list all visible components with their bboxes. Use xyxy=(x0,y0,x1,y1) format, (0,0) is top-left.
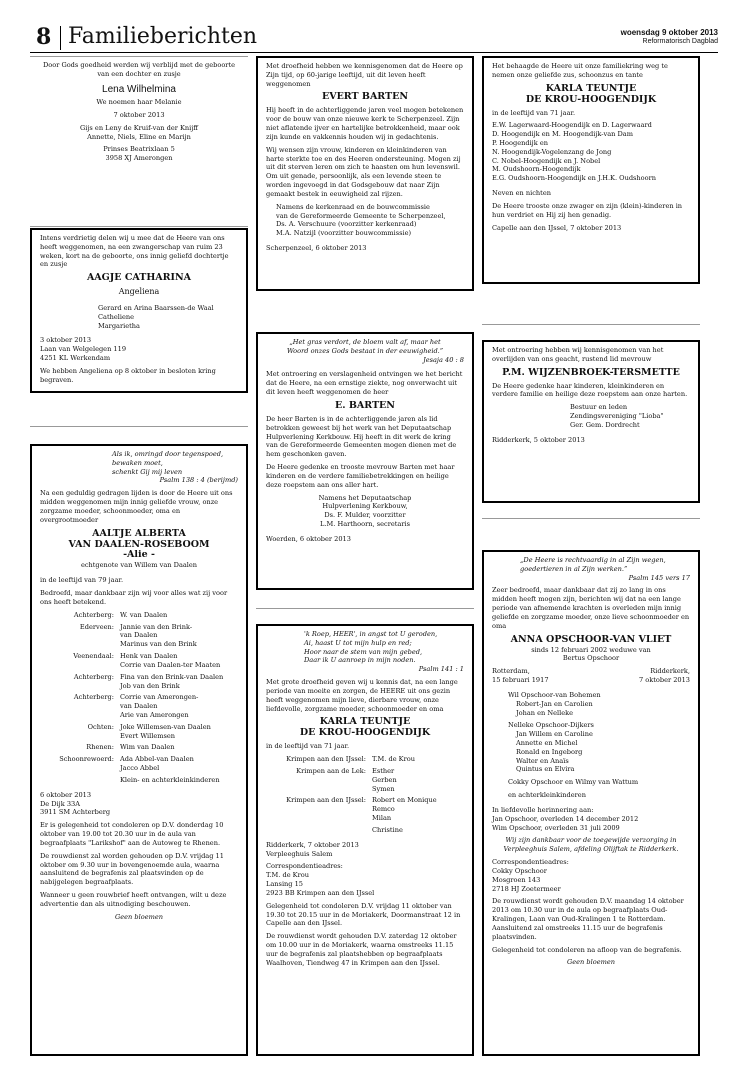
ad-intro: Met ontroering en verslagenheid ontvingen we het bericht dat de Heere, na een ernstige ziekte, nog onverwacht uit dit leven heeft weggenomen de heer xyxy=(266,370,463,397)
quote-line: „De Heere is rechtvaardig in al Zijn wegen, xyxy=(520,556,666,564)
family-line: Gerard en Arina Baarssen-de Waal xyxy=(98,303,214,312)
ad-memorial xyxy=(492,806,690,832)
birth-date: 15 februari 1917 xyxy=(492,676,549,685)
family-name: Henk van Daalen xyxy=(120,652,178,661)
family-name: van Daalen xyxy=(120,631,158,640)
ad-name: ANNA OPSCHOOR-VAN VLIET xyxy=(510,633,672,645)
family-names xyxy=(372,826,464,835)
ad-name: KARLA TEUNTJE xyxy=(545,82,637,94)
ad-intro: Na een geduldig gedragen lijden is door de Heere uit ons midden weggenomen mijn innig geliefde vrouw, onze zorgzame moeder, schoonmoeder, oma en overgrootmoeder xyxy=(40,489,233,524)
ad-subname: Angeliena xyxy=(118,287,160,297)
page-header xyxy=(30,22,718,53)
family-name: Corrie van Daalen-ter Maaten xyxy=(120,660,221,669)
quote-line: Ai, haast U tot mijn hulp en red; xyxy=(304,638,412,647)
family-place: Ederveen: xyxy=(79,622,114,631)
ad-condole: Gelegenheid tot condoleren na afloop van de begrafenis. xyxy=(492,945,682,954)
ad-family xyxy=(266,755,464,835)
signature-line: van de Gereformeerde Gemeente te Scherpenzeel, xyxy=(276,211,446,220)
ad-name-2: DE KROU-HOOGENDIJK xyxy=(299,727,431,739)
ad-text: De Heere gedenke haar kinderen, kleinkinderen en verdere familie en heilige deze roepstem aan onze harten. xyxy=(492,381,688,399)
family-place: Rhenen: xyxy=(86,743,114,752)
quote-line: schenkt Gij mij leven xyxy=(112,467,183,476)
family-row xyxy=(266,826,464,835)
family-row xyxy=(266,767,464,793)
signature-line: Hulpverlening Kerkbouw, xyxy=(322,502,408,511)
ad-place-date: Scherpenzeel, 6 oktober 2013 xyxy=(266,244,367,252)
family-name: Klein- en achterkleinkinderen xyxy=(120,775,220,784)
correspondence-line: Cokky Opschoor xyxy=(492,866,547,875)
family-name: Wim van Daalen xyxy=(120,743,175,752)
ad-postal: 3958 XJ Amerongen xyxy=(105,154,173,163)
ad-name: E. BARTEN xyxy=(335,399,395,411)
ad-address: Prinses Beatrixlaan 5 xyxy=(103,145,175,154)
family-line: Ronald en Ingeborg xyxy=(516,747,583,756)
family-name: Ada Abbel-van Daalen xyxy=(120,755,194,764)
family-line: Walter en Anaïs xyxy=(516,756,569,765)
family-line: E.G. Oudshoorn-Hoogendijk en J.H.K. Oudshoorn xyxy=(492,174,657,183)
family-row xyxy=(266,796,464,822)
ad-burial: De rouwdienst zal worden gehouden op D.V. vrijdag 11 oktober om 9.30 uur in bovengenoemde aula, waarna aansluitend de begrafenis zal plaatsvinden op de nabijgelegen begraafplaats. xyxy=(40,851,224,887)
family-line: Wil Opschoor-van Bohemen xyxy=(508,690,601,699)
ad-condole: Gelegenheid tot condoleren D.V. vrijdag 11 oktober van 19.30 tot 20.15 uur in de Moriakerk, Doormanstraat 12 in Capelle aan den IJssel. xyxy=(266,901,461,928)
family-line: C. Nobel-Hoogendijk en J. Nobel xyxy=(492,156,601,165)
ad-address: Laan van Welgelegen 119 xyxy=(40,345,127,354)
quote-line: „Het gras verdort, de bloem valt af, maar het xyxy=(289,338,441,346)
quote-reference: Psalm 145 vers 17 xyxy=(628,573,690,582)
family-place: Achterberg: xyxy=(73,693,114,702)
correspondence-line: Correspondentieadres: xyxy=(492,858,569,867)
memorial-line: Jan Opschoor, overleden 14 december 2012 xyxy=(492,814,639,823)
quote-reference: Psalm 141 : 1 xyxy=(418,665,464,674)
family-row xyxy=(40,755,238,773)
memorial-line: In liefdevolle herinnering aan: xyxy=(492,805,594,814)
ad-name: P.M. WIJZENBROEK-TERSMETTE xyxy=(502,366,680,378)
ad-burial: De rouwdienst wordt gehouden D.V. maandag 14 oktober 2013 om 10.30 uur in de aula op begraafplaats Oud-Kralingen, Laan van Oud-Kralingen 1 te Rotterdam. Aansluitend zal omstreeks 11.15 uur de begrafenis plaatsvinden. xyxy=(492,897,684,941)
family-name: Jacco Abbel xyxy=(120,764,160,773)
family-name: van Daalen xyxy=(120,702,158,711)
ad-intro: Met droefheid hebben we kennisgenomen dat de Heere op Zijn tijd, op 60-jarige leeftijd, uit dit leven heeft weggenomen xyxy=(266,62,463,88)
family-row xyxy=(40,673,238,691)
family-row xyxy=(40,776,238,785)
ad-intro: Zeer bedroefd, maar dankbaar dat zij zo lang in ons midden heeft mogen zijn, berichten wij dat na een lange periode van afnemende krachten is overleden mijn innig geliefde en zorgzame moeder, onze lieve schoonmoeder en oma xyxy=(492,586,690,630)
family-name: T.M. de Krou xyxy=(372,755,415,764)
family-name: Milan xyxy=(372,814,392,823)
family-line: Cokky Opschoor en Wilmy van Wattum xyxy=(508,778,639,787)
family-names xyxy=(120,776,238,785)
ad-husband: Bertus Opschoor xyxy=(562,654,620,663)
ad-quote xyxy=(266,338,464,364)
page-number: 8 xyxy=(36,24,52,50)
ad-name: Lena Wilhelmina xyxy=(102,83,176,95)
signature-line: M.A. Natzijl (voorzitter bouwcommissie) xyxy=(276,229,412,238)
ad-date: 7 oktober 2013 xyxy=(113,110,165,119)
family-name: W. van Daalen xyxy=(120,610,168,619)
ad-address: Lansing 15 xyxy=(266,880,304,889)
quote-line: 'k Roep, HEER', in angst tot U geroden, xyxy=(304,630,438,638)
ad-dates xyxy=(492,667,690,685)
ad-age: in de leeftijd van 71 jaar. xyxy=(266,742,350,751)
family-name: Job van den Brink xyxy=(120,681,180,690)
family-names xyxy=(120,611,238,620)
ad-postal: 3911 SM Achterberg xyxy=(40,808,111,817)
family-names xyxy=(120,652,238,670)
ad-quote xyxy=(112,450,238,485)
ad-flowers: Geen bloemen xyxy=(114,912,164,921)
quote-line: goedertieren in al Zijn werken.” xyxy=(520,564,628,573)
ad-text: Bedroefd, maar dankbaar zijn wij voor alles wat zij voor ons heeft betekend. xyxy=(40,589,228,606)
ad-quote xyxy=(304,630,464,674)
ad-death-karla-2 xyxy=(482,56,700,284)
ad-signature xyxy=(570,403,690,429)
ad-children: Annette, Niels, Eline en Marijn xyxy=(87,132,191,141)
family-line: D. Hoogendijk en M. Hoogendijk-van Dam xyxy=(492,130,633,139)
quote-line: Als ik, omringd door tegenspoed, xyxy=(112,450,224,458)
ad-intro: Intens verdrietig delen wij u mee dat de Heere van ons heeft weggenomen, na een zwangerschap van ruim 23 weken, kort na de geboorte, ons innig geliefd dochtertje en zusje xyxy=(40,234,229,269)
family-line: E.W. Lagerwaard-Hoogendijk en D. Lagerwaard xyxy=(492,121,652,130)
signature-line: Ds. F. Mulder, voorzitter xyxy=(324,511,406,520)
family-line: Quintus en Elvira xyxy=(516,765,575,774)
newspaper-name: Reformatorisch Dagblad xyxy=(642,38,718,45)
ad-location: Verpleeghuis Salem xyxy=(266,849,333,858)
ad-name-2: VAN DAALEN-ROSEBOOM xyxy=(68,538,210,550)
ad-age: in de leeftijd van 71 jaar. xyxy=(492,108,576,117)
family-row xyxy=(40,743,238,752)
ad-family xyxy=(40,611,238,785)
ad-text-1: De heer Barten is in de achterliggende jaren als lid betrokken geweest bij het werk van het Deputaatschap Hulpverlening Kerkbouw. Hij heeft in dit werk de kring van de Gereformeerde Gemeenten mogen dienen met de hem geschonken gaven. xyxy=(266,414,457,459)
family-row xyxy=(40,652,238,670)
family-line: Robert-Jan en Carolien xyxy=(516,699,593,708)
ad-wish: De Heere trooste onze zwager en zijn (klein)-kinderen in hun verdriet en Hij zij hen genadig. xyxy=(492,201,683,219)
divider xyxy=(482,324,700,325)
family-names xyxy=(120,723,238,741)
family-place: Achterberg: xyxy=(73,610,114,619)
ad-place-date: Ridderkerk, 5 oktober 2013 xyxy=(492,435,585,444)
ad-signature xyxy=(266,494,464,529)
issue-date: woensdag 9 oktober 2013 xyxy=(620,28,718,37)
family-line: Catheliene xyxy=(98,312,135,321)
ad-nephews: Neven en nichten xyxy=(492,189,551,198)
family-name: Jannie van den Brink- xyxy=(120,622,193,631)
family-place xyxy=(266,826,372,835)
ad-thanks: Wij zijn dankbaar voor de toegewijde verzorging in Verpleeghuis Salem, afdeling Olijftak te Ridderkerk. xyxy=(503,836,679,854)
ad-death-evert-1 xyxy=(256,56,474,291)
signature-line: Namens het Deputaatschap xyxy=(318,493,412,502)
family-place: Ochten: xyxy=(87,722,114,731)
ad-intro: Het behaagde de Heere uit onze familiekring weg te nemen onze geliefde zus, schoonzus en tante xyxy=(492,62,668,79)
family-place: Krimpen aan den IJssel: xyxy=(286,796,366,805)
family-line: Annette en Michel xyxy=(516,739,578,747)
ad-address: De Dijk 33A xyxy=(40,799,80,808)
section-title: Familieberichten xyxy=(68,24,258,49)
quote-reference: Psalm 138 : 4 (berijmd) xyxy=(159,476,238,485)
family-line: Jan Willem en Caroline xyxy=(516,730,593,739)
ad-death-anna xyxy=(482,550,700,1056)
family-row xyxy=(266,755,464,764)
family-name: Remco xyxy=(372,805,395,814)
ad-place-date: Capelle aan den IJssel, 7 oktober 2013 xyxy=(492,223,622,232)
family-names xyxy=(120,743,238,752)
family-name: Evert Willemsen xyxy=(120,731,176,740)
death-info xyxy=(639,667,690,685)
family-line: Nelleke Opschoor-Dijkers xyxy=(508,721,594,730)
ad-text-2: Wij wensen zijn vrouw, kinderen en kleinkinderen van harte sterkte toe en des Heeren ondersteuning. Mogen zij uit dit sterven leren om zich te haasten om hun levenswil. Om uit genade, persoonlijk, als een levende steen te worden ingevoegd in dat Godsgebouw dat naar Zijn gemaakt bestek in eeuwigheid zal rijzen. xyxy=(266,145,461,198)
family-names xyxy=(372,755,464,764)
ad-date: Ridderkerk, 7 oktober 2013 xyxy=(266,840,359,849)
ad-intro: Door Gods goedheid werden wij verblijd met de geboorte van een dochter en zusje xyxy=(42,61,236,78)
ad-condole: Er is gelegenheid tot condoleren op D.V. donderdag 10 oktober van 19.00 tot 20.30 uur in de aula van begraafplaats "Larikshof" aan de Autoweg te Rhenen. xyxy=(40,821,224,847)
family-names xyxy=(120,693,238,719)
family-name: Marinus van den Brink xyxy=(120,640,197,649)
family-row xyxy=(40,723,238,741)
divider xyxy=(30,226,248,227)
family-place: Veenendaal: xyxy=(73,652,114,661)
family-row xyxy=(40,623,238,649)
ad-intro: Met ontroering hebben wij kennisgenomen van het overlijden van ons geacht, rustend lid mevrouw xyxy=(492,346,664,363)
ad-correspondence xyxy=(492,858,690,893)
ad-signature xyxy=(276,203,464,238)
family-names xyxy=(372,767,464,793)
family-line: en achterkleinkinderen xyxy=(508,791,586,800)
family-names xyxy=(372,796,464,822)
death-place: Ridderkerk, xyxy=(650,667,690,676)
ad-postal: 2923 BB Krimpen aan den IJssel xyxy=(266,888,375,897)
family-line: Margarietha xyxy=(98,321,140,330)
ad-subname: We noemen haar Melanie xyxy=(96,98,182,107)
ad-family xyxy=(508,691,690,800)
ad-burial: De rouwdienst wordt gehouden D.V. zaterdag 12 oktober om 10.00 uur in de Moriakerk, waarna omstreeks 11.15 uur de begrafenis zal plaatshebben op begraafplaats Waalhoven, Tiendweg 47 in Krimpen aan den IJssel. xyxy=(266,932,457,967)
family-name: Fina van den Brink-van Daalen xyxy=(120,672,224,681)
ad-widow-of: sinds 12 februari 2002 weduwe van xyxy=(531,645,651,654)
ad-no-letter: Wanneer u geen rouwbrief heeft ontvangen, wilt u deze advertentie dan als uitnodiging beschouwen. xyxy=(40,891,227,908)
header-divider xyxy=(60,26,61,50)
family-place: Achterberg: xyxy=(73,672,114,681)
signature-line: Namens de kerkenraad en de bouwcommissie xyxy=(276,202,430,211)
ad-note: We hebben Angeliena op 8 oktober in besloten kring begraven. xyxy=(40,366,216,384)
quote-line: Woord onzes Gods bestaat in der eeuwigheid.” xyxy=(286,346,444,355)
signature-line: Zendingsvereniging "Lioba" xyxy=(570,412,664,421)
family-name: Joke Willemsen-van Daalen xyxy=(120,722,211,731)
ad-death-karla-1 xyxy=(256,624,474,1056)
ad-postal: 4251 KL Werkendam xyxy=(40,354,111,363)
ad-age: in de leeftijd van 79 jaar. xyxy=(40,576,124,585)
ad-text-2: De Heere gedenke en trooste mevrouw Barten met haar kinderen en de verdere familiebetrekkingen en heilige deze roepstem aan ons aller hart. xyxy=(266,463,455,489)
family-place: Krimpen aan de Lek: xyxy=(296,766,366,775)
correspondence-line: Mosgroen 143 xyxy=(492,875,541,884)
family-name: Robert en Monique xyxy=(372,796,437,805)
ad-death-wijzenbroek xyxy=(482,340,700,503)
family-place: Schoonrewoerd: xyxy=(59,755,114,764)
signature-line: Bestuur en leden xyxy=(570,403,628,412)
family-place: Krimpen aan den IJssel: xyxy=(286,755,366,764)
correspondence-line: 2718 HJ Zoetermeer xyxy=(492,884,561,893)
family-place xyxy=(40,776,120,785)
family-name: Esther xyxy=(372,766,395,775)
ad-death-aagje xyxy=(30,228,248,393)
family-name: Christine xyxy=(372,825,403,834)
family-line: M. Oudshoorn-Hoogendijk xyxy=(492,165,581,174)
death-date: 7 oktober 2013 xyxy=(638,676,690,685)
ad-death-e-barten xyxy=(256,332,474,590)
family-line: N. Hoogendijk-Vogelenzang de Jong xyxy=(492,147,612,156)
family-name: Symen xyxy=(372,784,395,793)
ad-date: 6 oktober 2013 xyxy=(40,790,92,799)
ad-name: AAGJE CATHARINA xyxy=(86,272,192,284)
ad-name-2: DE KROU-HOOGENDIJK xyxy=(525,93,657,105)
family-name: Arie van Amerongen xyxy=(120,710,189,719)
family-line: P. Hoogendijk en xyxy=(492,138,548,147)
family-name: Gerben xyxy=(372,775,397,784)
birth-info xyxy=(492,667,549,685)
ad-family xyxy=(98,304,238,330)
ad-name: AALTJE ALBERTA xyxy=(92,527,186,539)
ad-date: 3 oktober 2013 xyxy=(40,336,92,345)
ad-flowers: Geen bloemen xyxy=(566,958,616,967)
signature-line: Ger. Gem. Dordrecht xyxy=(570,420,640,429)
family-name: Corrie van Amerongen- xyxy=(120,693,199,702)
family-row xyxy=(40,693,238,719)
family-line: Johan en Nelleke xyxy=(516,708,574,717)
ad-place-date: Woerden, 6 oktober 2013 xyxy=(266,534,351,543)
ad-family: Gijs en Leny de Kruif-van der Knijff xyxy=(80,123,198,132)
ad-family xyxy=(492,121,690,183)
divider xyxy=(482,518,700,519)
ad-address-name: T.M. de Krou xyxy=(266,871,309,880)
ad-spouse: echtgenote van Willem van Daalen xyxy=(80,561,198,570)
divider xyxy=(30,426,248,427)
family-row xyxy=(40,611,238,620)
quote-line: Hoor naar de stem van mijn gebed, xyxy=(304,647,423,656)
ad-intro: Met grote droefheid geven wij u kennis dat, na een lange periode van moeite en zorgen, de HEERE uit ons gezin heeft weggenomen mijn lieve, dierbare vrouw, onze liefdevolle, zorgzame moeder, schoonmoeder en oma xyxy=(266,678,458,713)
ad-correspondence-label: Correspondentieadres: xyxy=(266,862,343,871)
family-names xyxy=(120,673,238,691)
family-names xyxy=(120,623,238,649)
quote-reference: Jesaja 40 : 8 xyxy=(423,355,464,364)
ad-birth-lena xyxy=(30,56,248,206)
quote-line: bewaken moet, xyxy=(112,458,163,467)
ad-nickname: -Alie - xyxy=(123,549,155,561)
quote-line: Daar ik U aanroep in mijn noden. xyxy=(304,656,416,665)
divider xyxy=(256,608,474,609)
ad-death-aaltje xyxy=(30,444,248,1056)
ad-text-1: Hij heeft in de achterliggende jaren veel mogen betekenen voor de bouw van onze nieuwe kerk te Scherpenzeel. Zijn niet aflatende ijver en hartelijke betrokkenheid, maar ook zijn kunde en vakkennis houden wij in gedachtenis. xyxy=(266,106,464,141)
ad-name: EVERT BARTEN xyxy=(321,91,409,103)
family-names xyxy=(120,755,238,773)
signature-line: Ds. A. Verschuure (voorzitter kerkenraad) xyxy=(276,220,417,229)
ad-name: KARLA TEUNTJE xyxy=(319,716,411,728)
signature-line: L.M. Harthoorn, secretaris xyxy=(320,520,410,528)
birth-place: Rotterdam, xyxy=(492,667,530,676)
ad-quote xyxy=(520,556,690,582)
memorial-line: Wim Opschoor, overleden 31 juli 2009 xyxy=(492,823,620,832)
